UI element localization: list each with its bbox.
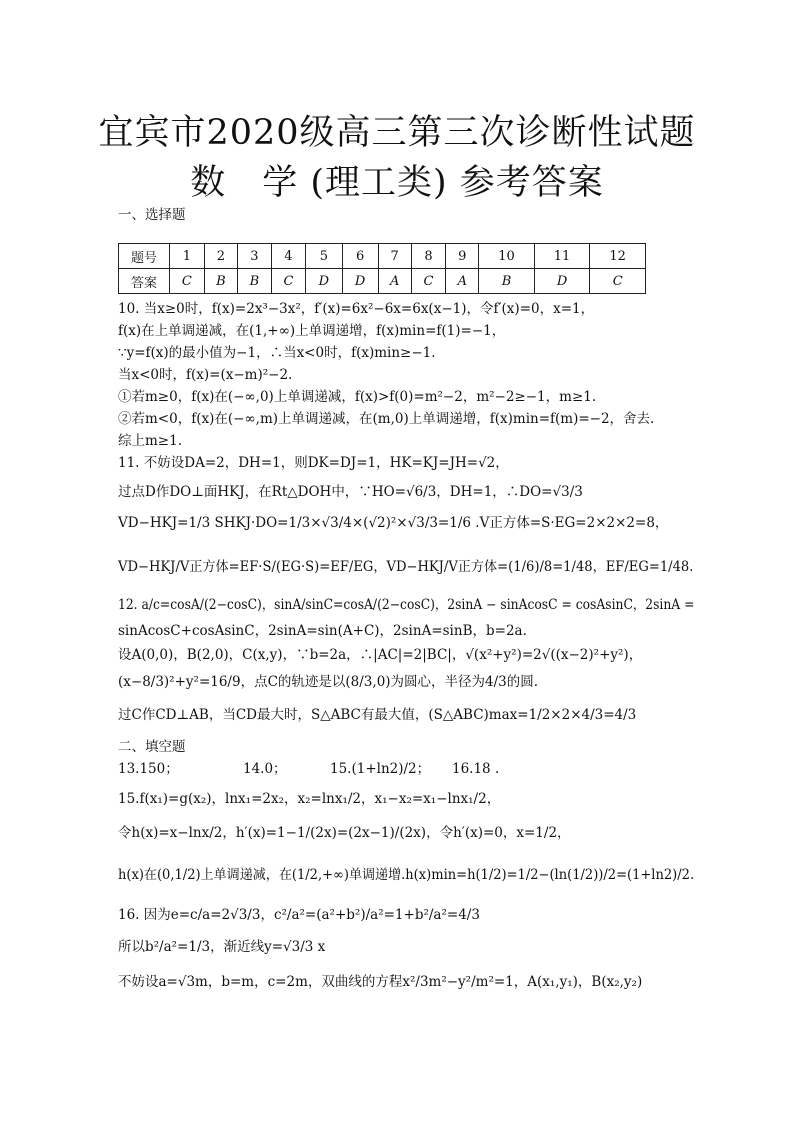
table-cell: 11 <box>534 244 590 269</box>
solution-line: h(x)在(0,1/2)上单调递减，在(1/2,+∞)单调递增.h(x)min=h(1/2)=1/2−(ln(1/2))/2=(1+ln2)/2. <box>118 867 695 883</box>
fill-answer: 16.18 . <box>452 761 500 777</box>
table-cell: B <box>204 269 237 294</box>
table-cell: D <box>342 269 378 294</box>
fill-answer: 13.150； <box>118 761 179 777</box>
table-cell: 9 <box>446 244 479 269</box>
table-cell: 10 <box>479 244 535 269</box>
solution-line: VD−HKJ=1/3 SHKJ·DO=1/3×√3/4×(√2)²×√3/3=1/6 .V正方体=S·EG=2×2×2=8， <box>118 515 669 531</box>
solution-line: 当x<0时，f(x)=(x−m)²−2. <box>118 367 293 383</box>
solution-line: 15.f(x₁)=g(x₂)，lnx₁=2x₂，x₂=lnx₁/2，x₁−x₂=x₁−lnx₁/2， <box>118 791 501 807</box>
solution-line: 设A(0,0)，B(2,0)，C(x,y)，∵b=2a，∴|AC|=2|BC|，√(x²+y²)=2√((x−2)²+y²)， <box>118 647 643 663</box>
table-header-cell: 答案 <box>119 269 170 294</box>
table-cell: B <box>479 269 535 294</box>
solution-line: 过C作CD⊥AB，当CD最大时，S△ABC有最大值，(S△ABC)max=1/2×2×4/3=4/3 <box>118 707 637 723</box>
table-row-answers <box>119 269 646 294</box>
table-header-cell: 题号 <box>119 244 170 269</box>
solution-line: 所以b²/a²=1/3，渐近线y=√3/3 x <box>118 939 326 955</box>
fill-answer: 14.0； <box>243 761 287 777</box>
table-cell: C <box>590 269 646 294</box>
table-cell: 5 <box>306 244 342 269</box>
solution-line: VD−HKJ/V正方体=EF·S/(EG·S)=EF/EG，VD−HKJ/V正方体=(1/6)/8=1/48，EF/EG=1/48. <box>118 559 694 575</box>
solution-line: (x−8/3)²+y²=16/9，点C的轨迹是以(8/3,0)为圆心，半径为4/3的圆. <box>118 674 539 690</box>
table-cell: 4 <box>271 244 306 269</box>
table-cell: D <box>306 269 342 294</box>
table-cell: 1 <box>170 244 205 269</box>
table-cell: 8 <box>411 244 446 269</box>
table-cell: C <box>170 269 205 294</box>
solution-line: 11. 不妨设DA=2，DH=1，则DK=DJ=1，HK=KJ=JH=√2， <box>118 455 509 471</box>
document-subtitle: 数 学 (理工类) 参考答案 <box>190 163 604 203</box>
table-cell: 2 <box>204 244 237 269</box>
table-cell: B <box>238 269 271 294</box>
solution-line: ②若m<0，f(x)在(−∞,m)上单调递减，在(m,0)上单调递增，f(x)min=f(m)=−2，舍去. <box>118 411 655 427</box>
solution-line: f(x)在上单调递减，在(1,+∞)上单调递增，f(x)min=f(1)=−1， <box>118 323 506 339</box>
table-cell: 7 <box>378 244 411 269</box>
solution-line: 综上m≥1. <box>118 433 182 449</box>
table-cell: 3 <box>238 244 271 269</box>
document-title: 宜宾市2020级高三第三次诊断性试题 <box>98 113 696 153</box>
solution-line: 不妨设a=√3m，b=m，c=2m，双曲线的方程x²/3m²−y²/m²=1，A(x₁,y₁)，B(x₂,y₂) <box>118 974 643 990</box>
solution-line: ①若m≥0，f(x)在(−∞,0)上单调递减，f(x)>f(0)=m²−2，m²−2≥−1，m≥1. <box>118 389 597 405</box>
fill-answer: 15.(1+ln2)/2； <box>330 761 431 777</box>
solution-line: 令h(x)=x−lnx/2，h′(x)=1−1/(2x)=(2x−1)/(2x)，令h′(x)=0，x=1/2， <box>118 825 571 841</box>
answer-table <box>118 243 646 294</box>
section-heading-choice: 一、选择题 <box>118 207 186 223</box>
section-heading-fill: 二、填空题 <box>118 739 186 755</box>
solution-line: ∵y=f(x)的最小值为−1，∴当x<0时，f(x)min≥−1. <box>118 345 436 361</box>
solution-line: 过点D作DO⊥面HKJ，在Rt△DOH中，∵HO=√6/3，DH=1，∴DO=√3/3 <box>118 484 583 500</box>
table-cell: D <box>534 269 590 294</box>
solution-line: 16. 因为e=c/a=2√3/3，c²/a²=(a²+b²)/a²=1+b²/a²=4/3 <box>118 907 480 923</box>
table-cell: 12 <box>590 244 646 269</box>
table-cell: C <box>271 269 306 294</box>
table-cell: 6 <box>342 244 378 269</box>
table-cell: A <box>446 269 479 294</box>
solution-line: 12. a/c=cosA/(2−cosC)，sinA/sinC=cosA/(2−cosC)，2sinA − sinAcosC = cosAsinC，2sinA = <box>118 597 695 613</box>
table-cell: C <box>411 269 446 294</box>
solution-line: sinAcosC+cosAsinC，2sinA=sin(A+C)，2sinA=sinB，b=2a. <box>118 623 527 639</box>
solution-line: 10. 当x≥0时，f(x)=2x³−3x²，f′(x)=6x²−6x=6x(x−1)，令f′(x)=0，x=1， <box>118 301 595 317</box>
table-cell: A <box>378 269 411 294</box>
table-row-numbers <box>119 244 646 269</box>
